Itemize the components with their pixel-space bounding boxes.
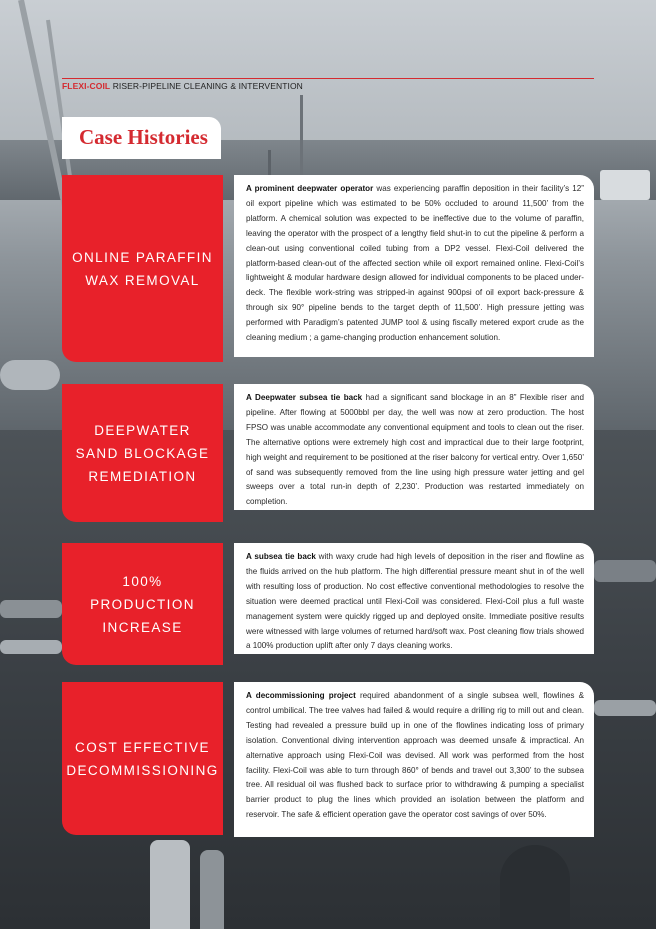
case-body: was experiencing paraffin deposition in their facility’s 12” oil export pipeline which was estimated to be 50% occluded to around 11,500’ from the platform. A chemical solution was expected to be ineffective due to the volume of paraffin, leaving the operator with the prospect of a lengthy field shut-in to cut the pipeline & perform a clean-out using conventional coiled tubing from a DP2 vessel. Flexi-Coil delivered the platform-based clean-out of the affected section while oil export remained online. Flexi-Coil’s lightweight & modular hardware design allowed for individual components to be placed under-deck. The flexible work-string was stripped-in against 900psi of oil export back-pressure & through six 90° pipeline bends to the target depth of 11,500’. High pressure jetting was performed with Paradigm’s patented JUMP tool & using fiscally metered export crude as the cleaning medium ; a game-changing production enhancement solution. [246,184,584,343]
title-box [62,117,221,159]
case-body: with waxy crude had high levels of deposition in the riser and flowline as the fluids arrived on the hub platform. The high differential pressure meant shut in of the well with resulting loss of production. No cost effective conventional methodologies to resolve the situation were deemed practical until Flexi-Coil was considered. Flexi-Coil plus a full waste management system were quickly rigged up and deployed onsite. Immediate positive results were witnessed with large volumes of returned hard/soft wax. Post cleaning flow trials showed a 100% production uplift after only 7 days cleaning works. [246,552,585,651]
pipe [150,840,190,929]
case-paragraph [246,550,584,654]
tank [600,170,650,200]
pipe [594,700,656,716]
case-text-panel [234,682,594,837]
header-rule [62,78,594,79]
case-label: COST EFFECTIVE DECOMMISSIONING [66,739,219,778]
case-label-box [62,682,223,835]
pipe [0,600,62,618]
case-lead: A Deepwater subsea tie back [246,393,363,402]
case-text-panel [234,384,594,510]
pipe [0,640,62,654]
case-paragraph [246,182,584,346]
case-label: ONLINE PARAFFIN WAX REMOVAL [72,249,213,288]
page-title: Case Histories [79,125,208,149]
case-label-box [62,384,223,522]
case-lead: A decommissioning project [246,691,356,700]
case-body: required abandonment of a single subsea well, flowlines & control umbilical. The tree valves had failed & would require a drilling rig to mill out and clean. Testing had revealed a pressure build up in one of the flowlines indicating loss of primary isolation. Conventional diving intervention approach was deemed unsafe & impractical. An alternative approach using Flexi-Coil was devised. All work was performed from the host facility. Flexi-Coil was able to turn through 860° of bends and travel out 3,300’ to the subsea tree. All residual oil was flushed back to surface prior to withdrawing & pumping a specialist barrier product to plug the lines which provided an isolation between the platform and reservoir. The safe & efficient operation gave the operator cost savings of over 50%. [246,691,584,820]
header-subtitle: RISER-PIPELINE CLEANING & INTERVENTION [110,81,303,91]
pipe [200,850,224,929]
case-text-panel [234,543,594,654]
tank [0,360,60,390]
case-paragraph [246,391,584,510]
case-paragraph [246,689,584,823]
case-text-panel [234,175,594,357]
case-label: DEEPWATER SAND BLOCKAGE REMEDIATION [75,422,210,484]
case-label-box [62,175,223,362]
case-label-box [62,543,223,665]
pipe [594,560,656,582]
case-lead: A subsea tie back [246,552,316,561]
case-lead: A prominent deepwater operator [246,184,374,193]
mast [300,95,303,175]
page-header [62,81,303,91]
case-label: 100% PRODUCTION INCREASE [90,573,195,635]
brand-name: FLEXI-COIL [62,81,111,91]
dome [500,845,570,929]
case-body: had a significant sand blockage in an 8” Flexible riser and pipeline. After flowing at 5000bbl per day, the well was now at zero production. The host FPSO was unable accommodate any conventional equipment and tools to clean out the riser. The alternative options were extremely high cost and impractical due to their large footprint, high weight and requirement to be positioned at the riser balcony for vertical entry. Over 1,650’ of sand was subsequently removed from the line using high pressure water jetting and gel sweeps over a total run-in depth of 2,230’. Production was restarted immediately on completion. [246,393,585,507]
